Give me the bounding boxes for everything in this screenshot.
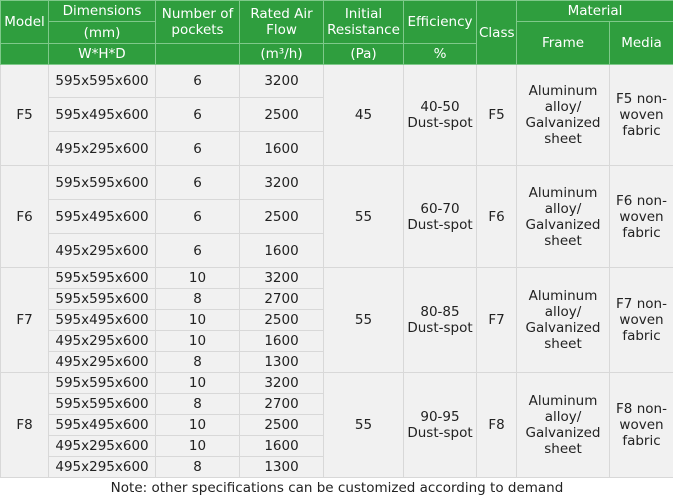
airflow-cell: 3200	[240, 166, 324, 200]
header-dimensions	[49, 1, 156, 22]
table-row	[1, 268, 673, 289]
class-cell: F8	[477, 373, 517, 478]
table-row	[1, 65, 673, 98]
airflow-cell: 2700	[240, 394, 324, 415]
airflow-cell: 1600	[240, 234, 324, 268]
dimension-cell: 595x595x600	[49, 268, 156, 289]
dimension-cell: 595x595x600	[49, 166, 156, 200]
model-cell: F7	[1, 268, 49, 373]
header-resistance-unit: (Pa)	[324, 44, 404, 65]
frame-cell: Aluminum alloy/ Galvanized sheet	[517, 373, 610, 478]
dimension-cell: 495x295x600	[49, 352, 156, 373]
media-cell: F5 non-woven fabric	[610, 65, 673, 166]
airflow-cell: 1600	[240, 436, 324, 457]
pockets-cell: 10	[156, 310, 240, 331]
airflow-cell: 2700	[240, 289, 324, 310]
pockets-cell: 10	[156, 436, 240, 457]
airflow-cell: 3200	[240, 65, 324, 98]
resistance-cell: 55	[324, 373, 404, 478]
header-model: Model	[1, 1, 49, 44]
pockets-cell: 8	[156, 457, 240, 478]
pockets-cell: 8	[156, 289, 240, 310]
pockets-cell: 6	[156, 132, 240, 166]
airflow-cell: 2500	[240, 200, 324, 234]
header-dimensions-unit: (mm)	[49, 22, 156, 44]
pockets-cell: 8	[156, 352, 240, 373]
dimension-cell: 495x295x600	[49, 132, 156, 166]
header-model-spacer	[1, 44, 49, 65]
dimension-cell: 495x295x600	[49, 457, 156, 478]
resistance-cell: 55	[324, 166, 404, 268]
pockets-cell: 6	[156, 65, 240, 98]
pockets-cell: 6	[156, 200, 240, 234]
table-row	[1, 373, 673, 394]
pockets-cell: 10	[156, 415, 240, 436]
header-dimensions-label: Dimensions	[51, 3, 153, 19]
resistance-cell: 45	[324, 65, 404, 166]
media-cell: F8 non-woven fabric	[610, 373, 673, 478]
pockets-cell: 8	[156, 394, 240, 415]
airflow-cell: 1300	[240, 352, 324, 373]
frame-cell: Aluminum alloy/ Galvanized sheet	[517, 268, 610, 373]
model-cell: F6	[1, 166, 49, 268]
airflow-cell: 1300	[240, 457, 324, 478]
header-frame: Frame	[517, 22, 610, 65]
header-pockets: Number of pockets	[156, 1, 240, 44]
header-material: Material	[517, 1, 673, 22]
airflow-cell: 3200	[240, 268, 324, 289]
airflow-cell: 1600	[240, 331, 324, 352]
efficiency-cell: 40-50 Dust-spot	[404, 65, 477, 166]
header-resistance: Initial Resistance	[324, 1, 404, 44]
model-cell: F5	[1, 65, 49, 166]
class-cell: F7	[477, 268, 517, 373]
frame-cell: Aluminum alloy/ Galvanized sheet	[517, 65, 610, 166]
header-media: Media	[610, 22, 673, 65]
media-cell: F6 non-woven fabric	[610, 166, 673, 268]
dimension-cell: 595x595x600	[49, 289, 156, 310]
resistance-cell: 55	[324, 268, 404, 373]
dimension-cell: 595x595x600	[49, 373, 156, 394]
airflow-cell: 3200	[240, 373, 324, 394]
airflow-cell: 1600	[240, 132, 324, 166]
efficiency-cell: 90-95 Dust-spot	[404, 373, 477, 478]
dimension-cell: 595x495x600	[49, 415, 156, 436]
table-row	[1, 166, 673, 200]
frame-cell: Aluminum alloy/ Galvanized sheet	[517, 166, 610, 268]
header-airflow	[240, 1, 324, 44]
header-efficiency: Efficiency	[404, 1, 477, 44]
header-airflow-unit: (m³/h)	[240, 44, 324, 65]
pockets-cell: 6	[156, 98, 240, 132]
dimension-cell: 495x295x600	[49, 331, 156, 352]
class-cell: F6	[477, 166, 517, 268]
efficiency-cell: 80-85 Dust-spot	[404, 268, 477, 373]
header-dimensions-sub: W*H*D	[49, 44, 156, 65]
efficiency-cell: 60-70 Dust-spot	[404, 166, 477, 268]
dimension-cell: 595x495x600	[49, 98, 156, 132]
pockets-cell: 6	[156, 166, 240, 200]
pockets-cell: 10	[156, 331, 240, 352]
airflow-cell: 2500	[240, 310, 324, 331]
airflow-cell: 2500	[240, 98, 324, 132]
header-class: Class	[477, 1, 517, 65]
pockets-cell: 10	[156, 268, 240, 289]
dimension-cell: 595x495x600	[49, 310, 156, 331]
header-pockets-spacer	[156, 44, 240, 65]
header-airflow-label: Rated Air Flow	[242, 6, 321, 38]
header-efficiency-unit: %	[404, 44, 477, 65]
table-header	[1, 1, 673, 65]
model-cell: F8	[1, 373, 49, 478]
dimension-cell: 595x495x600	[49, 200, 156, 234]
pockets-cell: 6	[156, 234, 240, 268]
pockets-cell: 10	[156, 373, 240, 394]
dimension-cell: 495x295x600	[49, 436, 156, 457]
media-cell: F7 non-woven fabric	[610, 268, 673, 373]
dimension-cell: 495x295x600	[49, 234, 156, 268]
table-body	[1, 65, 673, 498]
class-cell: F5	[477, 65, 517, 166]
dimension-cell: 595x595x600	[49, 65, 156, 98]
dimension-cell: 595x595x600	[49, 394, 156, 415]
footnote: Note: other specifications can be customized according to demand	[1, 478, 673, 498]
airflow-cell: 2500	[240, 415, 324, 436]
